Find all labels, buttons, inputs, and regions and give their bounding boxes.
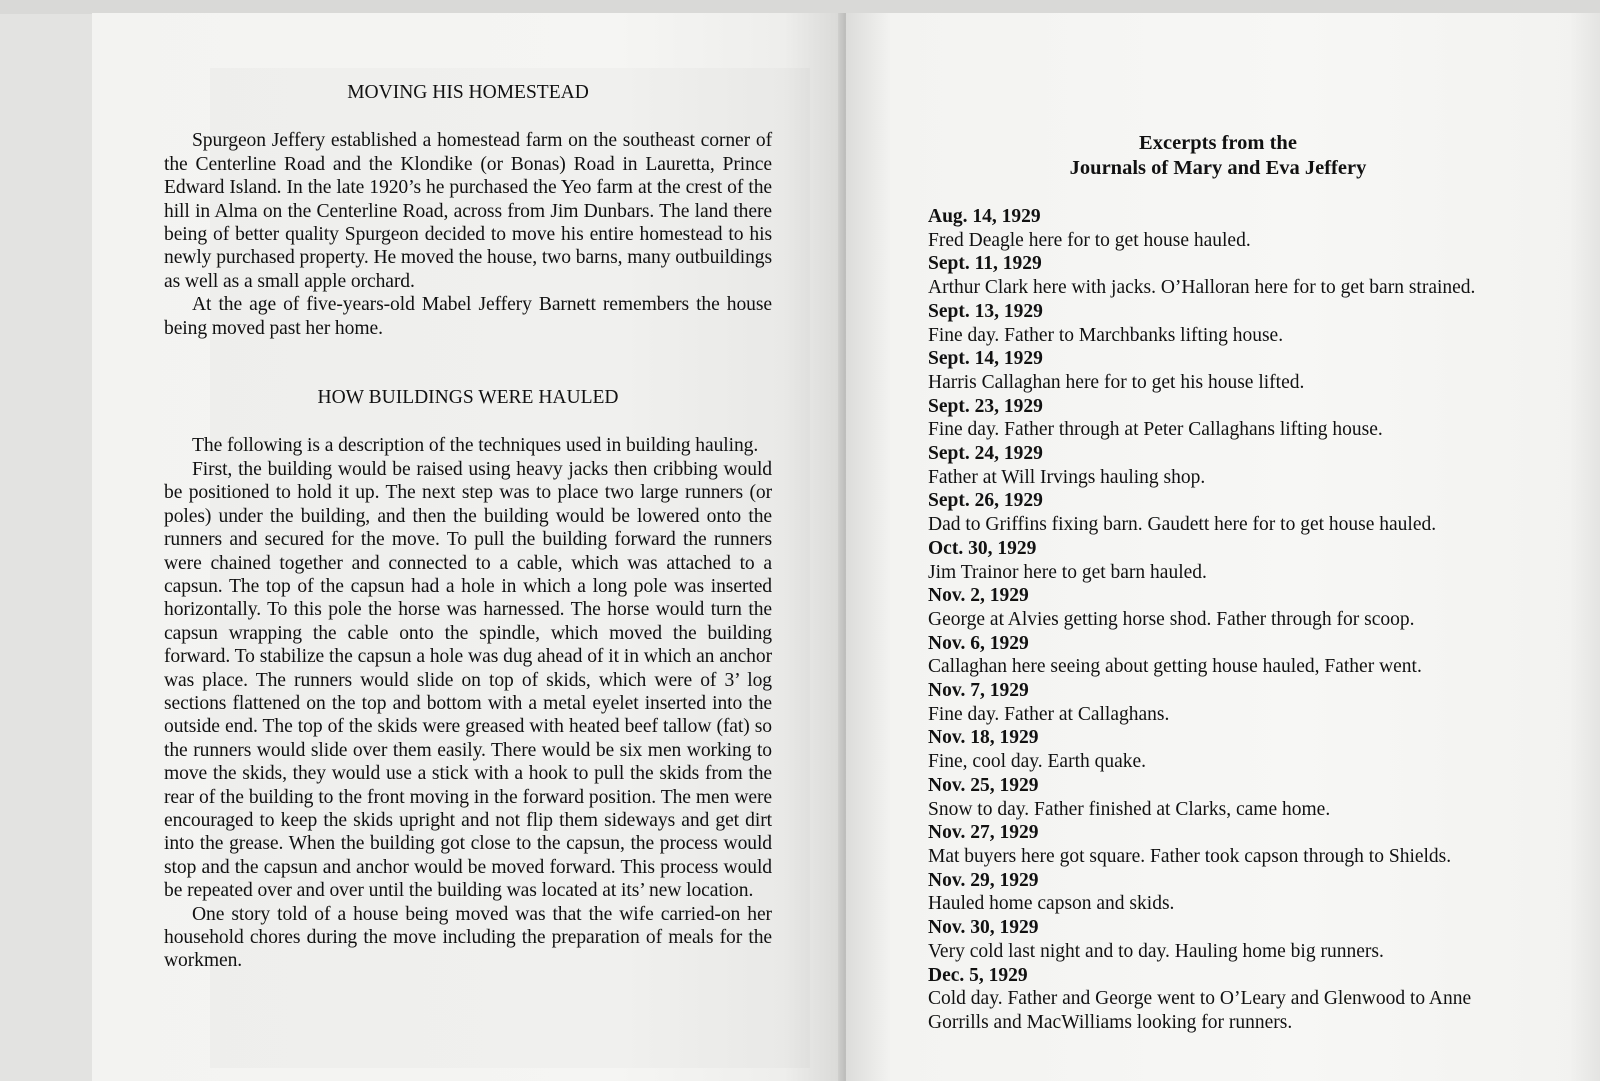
- entry-date: Aug. 14, 1929: [928, 206, 1041, 227]
- entry-text: Father at Will Irvings hauling shop.: [928, 466, 1206, 488]
- entry-text: Harris Callaghan here for to get his house lifted.: [928, 371, 1305, 393]
- entry-text: Fred Deagle here for to get house hauled.: [928, 229, 1251, 251]
- entry-date: Sept. 24, 1929: [928, 443, 1043, 465]
- paragraph: Spurgeon Jeffery established a homestead farm on the southeast corner of the Centerline Road and the Klondike (or Bonas) Road in Lauretta, Prince Edward Island. In the late 1920’s he purchased the Yeo farm at the crest of the hill in Alma on the Centerline Road, across from Jim Dunbars. The land there being of better quality Spurgeon decided to move his entire homestead to his newly purchased property. He moved the house, two barns, many outbuildings as well as a small apple orchard.: [164, 130, 772, 292]
- entry-date: Dec. 5, 1929: [928, 964, 1028, 986]
- entry-date: Nov. 30, 1929: [928, 917, 1039, 939]
- entry-text: Fine day. Father through at Peter Callaghans lifting house.: [928, 419, 1383, 441]
- journal-entry: [928, 300, 1508, 347]
- journal-entry: [928, 347, 1508, 394]
- entry-date: Nov. 6, 1929: [928, 632, 1029, 654]
- paragraph: One story told of a house being moved was that the wife carried-on her household chores during the move including the preparation of meals for the workmen.: [164, 903, 772, 972]
- paragraph: The following is a description of the techniques used in building hauling.: [192, 435, 759, 457]
- left-page: [92, 13, 844, 1081]
- journal-entry: [928, 395, 1508, 442]
- entry-date: Sept. 23, 1929: [928, 395, 1043, 417]
- entry-text: Fine, cool day. Earth quake.: [928, 751, 1147, 773]
- entry-date: Nov. 2, 1929: [928, 585, 1029, 607]
- journal-entry: [928, 632, 1508, 679]
- journal-entry: [928, 205, 1508, 252]
- journal-title-line-1: Excerpts from the: [1139, 132, 1297, 154]
- journal-entry: [928, 916, 1508, 963]
- journal-entry: [928, 821, 1508, 868]
- right-page: [846, 13, 1600, 1081]
- journal-entry: [928, 489, 1508, 536]
- heading-moving-homestead: MOVING HIS HOMESTEAD: [347, 82, 589, 103]
- left-page-text: [164, 81, 772, 973]
- journal-entry-list: [928, 205, 1508, 1035]
- entry-date: Sept. 26, 1929: [928, 490, 1043, 512]
- heading-buildings-hauled: HOW BUILDINGS WERE HAULED: [317, 387, 619, 409]
- section-moving-homestead: [164, 129, 772, 340]
- entry-text: Snow to day. Father finished at Clarks, came home.: [928, 798, 1331, 820]
- journal-entry: [928, 442, 1508, 489]
- section-buildings-hauled: [164, 434, 772, 972]
- scanner-background: [0, 0, 1600, 14]
- journal-entry: [928, 964, 1508, 1035]
- entry-text: Callaghan here seeing about getting house hauled, Father went.: [928, 656, 1422, 678]
- journal-entry: [928, 726, 1508, 773]
- journal-entry: [928, 679, 1508, 726]
- entry-date: Nov. 18, 1929: [928, 727, 1039, 749]
- entry-text: Arthur Clark here with jacks. O’Halloran here for to get barn strained.: [928, 277, 1476, 299]
- paragraph: First, the building would be raised using heavy jacks then cribbing would be positioned to hold it up. The next step was to place two large runners (or poles) under the building, and then the building would be lowered onto the runners and secured for the move. To pull the building forward the runners were chained together and connected to a cable, which was attached to a capsun. The top of the capsun had a hole in which a long pole was inserted horizontally. To this pole the horse was harnessed. The horse would turn the capsun wrapping the cable onto the spindle, which moved the building forward. To stabilize the capsun a hole was dug ahead of it in which an anchor was place. The runners would slide on top of skids, which were of 3’ log sections flattened on the top and bottom with a metal eyelet inserted into the outside end. The top of the skids were greased with heated beef tallow (fat) so the runners would slide over them easily. There would be six men working to move the skids, they would use a stick with a hook to pull the skids from the rear of the building to the front moving in the forward position. The men were encouraged to keep the skids upright and not flip them sideways and get dirt into the grease. When the building got close to the capsun, the process would stop and the capsun and anchor would be moved forward. This process would be repeated over and over until the building was located at its’ new location.: [164, 458, 772, 902]
- entry-date: Nov. 25, 1929: [928, 774, 1039, 796]
- paragraph: At the age of five-years-old Mabel Jeffery Barnett remembers the house being moved past her home.: [164, 294, 772, 339]
- entry-text: Very cold last night and to day. Hauling home big runners.: [928, 940, 1384, 962]
- entry-date: Sept. 14, 1929: [928, 348, 1043, 370]
- entry-text: Cold day. Father and George went to O’Leary and Glenwood to Anne Gorrills and MacWilliams looking for runners.: [928, 988, 1472, 1033]
- entry-date: Nov. 7, 1929: [928, 680, 1029, 702]
- journal-entry: [928, 537, 1508, 584]
- journal-title-line-2: Journals of Mary and Eva Jeffery: [1069, 157, 1367, 179]
- entry-text: Hauled home capson and skids.: [928, 893, 1175, 915]
- entry-date: Sept. 11, 1929: [928, 253, 1042, 275]
- entry-date: Nov. 27, 1929: [928, 822, 1039, 844]
- journal-entry: [928, 252, 1508, 299]
- journal-entry: [928, 774, 1508, 821]
- entry-text: Fine day. Father to Marchbanks lifting house.: [928, 324, 1284, 346]
- entry-text: Fine day. Father at Callaghans.: [928, 703, 1170, 725]
- journal-entry: [928, 869, 1508, 916]
- journal-entry: [928, 584, 1508, 631]
- entry-date: Nov. 29, 1929: [928, 869, 1039, 891]
- entry-date: Oct. 30, 1929: [928, 537, 1037, 559]
- entry-date: Sept. 13, 1929: [928, 300, 1043, 322]
- entry-text: Jim Trainor here to get barn hauled.: [928, 561, 1207, 583]
- journal-title: [928, 131, 1508, 181]
- entry-text: Mat buyers here got square. Father took capson through to Shields.: [928, 845, 1452, 867]
- journal-excerpts: [928, 131, 1508, 1035]
- entry-text: George at Alvies getting horse shod. Father through for scoop.: [928, 608, 1415, 630]
- entry-text: Dad to Griffins fixing barn. Gaudett here for to get house hauled.: [928, 514, 1437, 536]
